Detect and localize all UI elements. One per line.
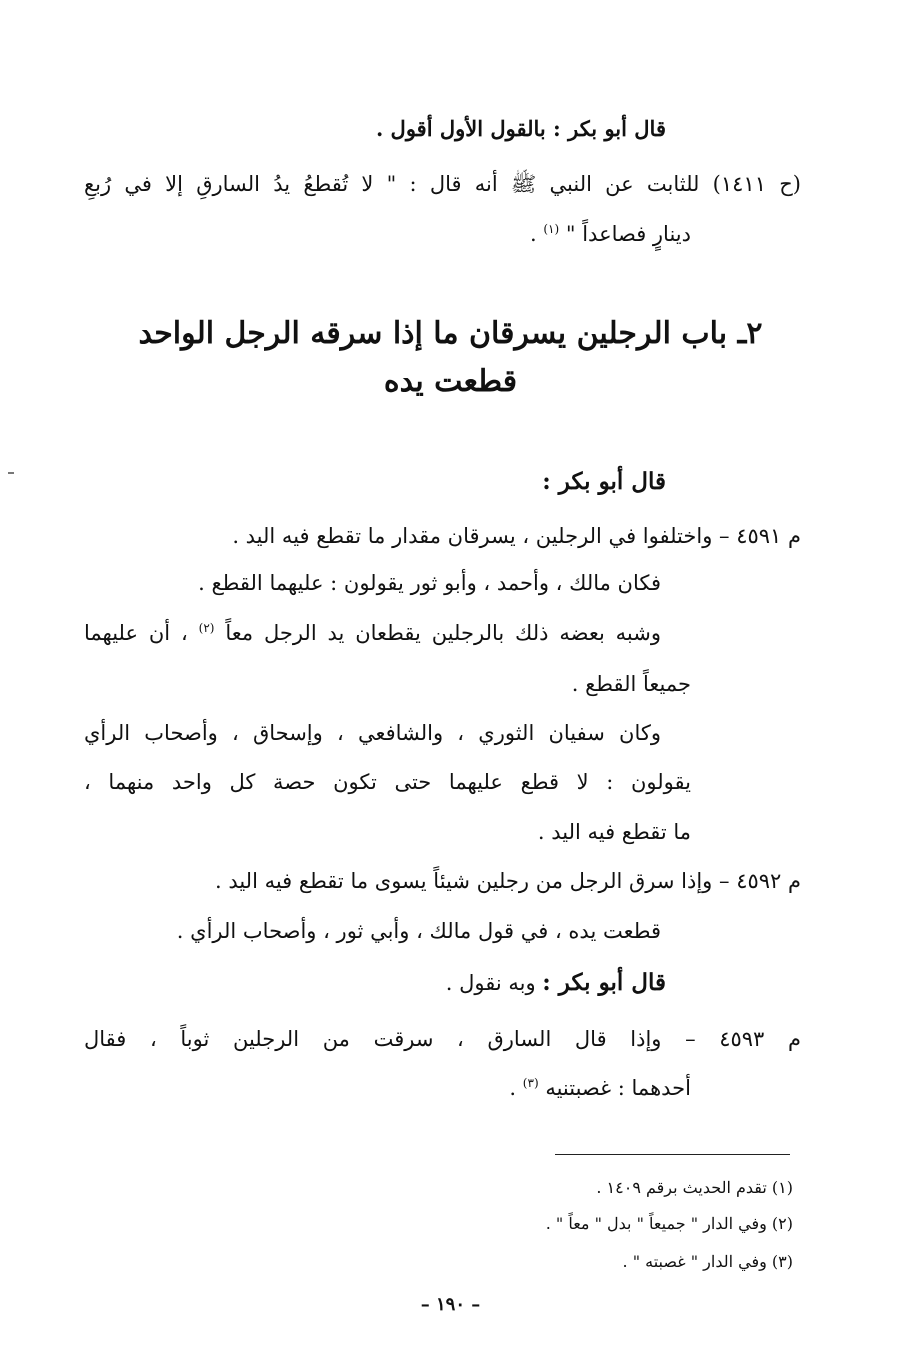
footnote-3: (٣) وفي الدار " غصبته " .	[622, 1252, 793, 1271]
footnote-marker-2: (٢)	[198, 621, 215, 635]
text-line-16	[509, 1073, 691, 1103]
text-line-3	[530, 219, 691, 249]
paragraph-text: يقولون : لا قطع عليهما حتى تكون حصة كل واحد منهما ،	[84, 770, 691, 794]
text-line-14	[446, 968, 666, 998]
footnote-marker-3: (٣)	[522, 1076, 539, 1090]
text-line-8	[572, 669, 691, 699]
text-line-15	[84, 1024, 801, 1054]
footnote-separator	[555, 1154, 790, 1155]
hadith-text-continued: دينارٍ فصاعداً "	[565, 222, 691, 246]
paragraph-text: أحدهما : غصبتنيه	[545, 1076, 691, 1100]
chapter-title-continued: قطعت يده	[383, 364, 518, 399]
page-number: – ١٩٠ –	[420, 1294, 481, 1315]
hadith-text: (ح ١٤١١) للثابت عن النبي ﷺ أنه قال : " لا تُقطعُ يدُ السارقِ إلا في رُبعِ	[84, 172, 801, 196]
paragraph-text: قطعت يده ، في قول مالك ، وأبي ثور ، وأصحاب الرأي .	[176, 919, 661, 943]
paragraph-text: وبه نقول .	[445, 971, 536, 995]
footnote-2: (٢) وفي الدار " جميعاً " بدل " معاً " .	[545, 1214, 793, 1233]
paragraph-text: وشبه بعضه ذلك بالرجلين يقطعان يد الرجل معاً	[225, 621, 661, 645]
text-line-4	[542, 467, 666, 497]
paragraph-text: وكان سفيان الثوري ، والشافعي ، وإسحاق ، وأصحاب الرأي	[84, 721, 661, 745]
text-line-7	[84, 618, 661, 648]
footnote-marker-1: (١)	[543, 222, 560, 236]
paragraph-text: فكان مالك ، وأحمد ، وأبو ثور يقولون : عليهما القطع .	[198, 571, 661, 595]
text-line-2	[84, 169, 801, 199]
line-end: .	[529, 222, 537, 246]
text-line-10	[84, 767, 691, 797]
text-line-12	[215, 866, 801, 896]
text-line-6	[198, 568, 661, 598]
text-line-9	[84, 718, 661, 748]
abu-bakr-heading: قال أبو بكر :	[542, 468, 666, 495]
text-line-1	[376, 114, 666, 144]
scan-edge-mark	[8, 472, 14, 474]
issue-4592: م ٤٥٩٢ – وإذا سرق الرجل من رجلين شيئاً يسوى ما تقطع فيه اليد .	[214, 869, 801, 893]
chapter-title: ٢ـ باب الرجلين يسرقان ما إذا سرقه الرجل الواحد	[138, 316, 763, 351]
issue-4593: م ٤٥٩٣ – وإذا قال السارق ، سرقت من الرجلين ثوباً ، فقال	[84, 1027, 801, 1051]
abu-bakr-heading: قال أبو بكر :	[542, 969, 666, 996]
paragraph-text: ما تقطع فيه اليد .	[537, 820, 691, 844]
line-end: .	[509, 1076, 517, 1100]
footnote-1: (١) تقدم الحديث برقم ١٤٠٩ .	[596, 1178, 793, 1197]
paragraph-text: جميعاً القطع .	[571, 672, 691, 696]
text-line-5	[232, 521, 801, 551]
text-line-13	[177, 916, 661, 946]
abu-bakr-statement: قال أبو بكر : بالقول الأول أقول .	[375, 116, 666, 141]
issue-4591: م ٤٥٩١ – واختلفوا في الرجلين ، يسرقان مقدار ما تقطع فيه اليد .	[232, 524, 801, 548]
paragraph-text: ، أن عليهما	[84, 621, 188, 645]
text-line-11	[538, 817, 691, 847]
